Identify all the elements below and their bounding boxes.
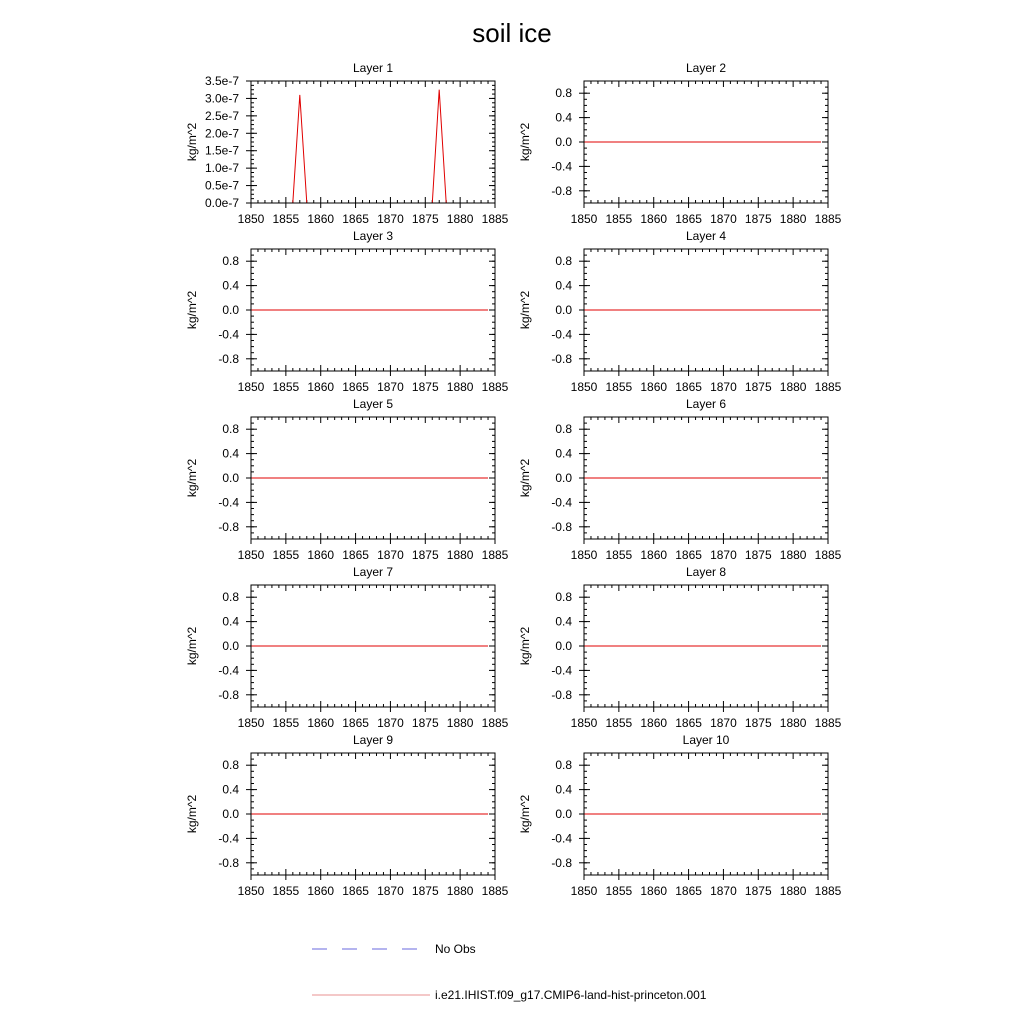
y-tick-label: -0.8 [551,687,572,702]
y-tick-label: -0.8 [551,351,572,366]
panel-title: Layer 5 [352,397,394,411]
x-tick-label: 1865 [675,548,702,562]
x-tick-label: 1885 [814,716,842,730]
x-tick-label: 1870 [377,884,404,898]
x-tick-label: 1875 [411,212,439,226]
panel-grid [185,61,842,898]
x-tick-label: 1885 [814,380,842,394]
y-axis-label: kg/m^2 [518,794,532,834]
y-tick-label: 3.5e-7 [204,74,239,88]
x-tick-label: 1860 [640,380,668,394]
y-tick-label: -0.8 [218,687,239,702]
x-tick-label: 1880 [446,212,474,226]
x-tick-label: 1855 [605,884,633,898]
y-tick-label: -0.4 [218,327,239,342]
x-tick-label: 1850 [237,548,265,562]
x-tick-label: 1875 [411,716,439,730]
x-tick-label: 1850 [570,884,598,898]
y-axis-label: kg/m^2 [185,794,199,834]
panel-title: Layer 6 [685,397,727,411]
panel-title: Layer 1 [352,61,394,75]
y-tick-label: -0.4 [551,159,572,174]
x-tick-label: 1885 [481,548,509,562]
y-tick-label: -0.4 [551,495,572,510]
y-tick-label: 3.0e-7 [204,91,239,106]
x-tick-label: 1875 [744,884,772,898]
x-tick-label: 1860 [307,380,335,394]
y-tick-label: -0.8 [551,183,572,198]
y-tick-label: -0.8 [551,519,572,534]
x-tick-label: 1855 [272,380,300,394]
y-tick-label: 0.5e-7 [204,178,239,193]
panel-layer-1 [185,61,509,226]
y-tick-label: 0.0 [222,471,239,485]
y-axis-label: kg/m^2 [185,458,199,498]
x-tick-label: 1875 [744,212,772,226]
panel-layer-10 [518,733,842,898]
x-tick-label: 1850 [237,212,265,226]
x-tick-label: 1870 [377,380,404,394]
y-tick-label: 1.5e-7 [204,143,239,158]
x-tick-label: 1855 [272,212,300,226]
panel-title: Layer 8 [685,565,727,579]
y-tick-label: 0.8 [555,590,572,605]
x-tick-label: 1865 [675,884,702,898]
y-tick-label: 0.0 [555,135,572,149]
panel-layer-9 [185,733,509,898]
x-tick-label: 1855 [605,548,633,562]
x-tick-label: 1880 [446,884,474,898]
y-tick-label: 0.0 [222,303,239,317]
y-tick-label: 0.4 [555,278,572,293]
x-tick-label: 1850 [570,380,598,394]
y-tick-label: -0.8 [218,855,239,870]
panel-title: Layer 7 [352,565,394,579]
panel-layer-7 [185,565,509,730]
x-tick-label: 1880 [446,716,474,730]
x-tick-label: 1865 [342,884,369,898]
x-tick-label: 1850 [570,716,598,730]
x-tick-label: 1870 [710,548,737,562]
x-tick-label: 1870 [710,716,737,730]
x-tick-label: 1880 [779,716,807,730]
y-tick-label: -0.8 [551,855,572,870]
legend [312,942,707,1002]
y-tick-label: 0.8 [555,422,572,437]
panel-layer-5 [185,397,509,562]
y-tick-label: 0.0 [222,807,239,821]
x-tick-label: 1850 [237,716,265,730]
y-tick-label: -0.4 [551,327,572,342]
x-tick-label: 1870 [377,716,404,730]
y-tick-label: -0.4 [218,495,239,510]
x-tick-label: 1865 [675,716,702,730]
y-tick-label: 2.0e-7 [204,126,239,141]
x-tick-label: 1865 [342,548,369,562]
x-tick-label: 1875 [744,716,772,730]
x-tick-label: 1885 [481,716,509,730]
y-tick-label: 0.0 [555,303,572,317]
y-tick-label: 0.8 [222,422,239,437]
figure-title: soil ice [472,18,552,48]
panel-title: Layer 4 [685,229,727,243]
panel-title: Layer 3 [352,229,394,243]
y-tick-label: 0.4 [222,446,239,461]
y-tick-label: 0.8 [222,758,239,773]
x-tick-label: 1875 [411,380,439,394]
y-tick-label: 0.4 [555,782,572,797]
y-tick-label: 0.4 [222,614,239,629]
x-tick-label: 1855 [605,212,633,226]
y-axis-label: kg/m^2 [518,626,532,666]
panel-title: Layer 2 [685,61,727,75]
x-tick-label: 1850 [237,884,265,898]
x-tick-label: 1870 [710,884,737,898]
legend-label-model-run: i.e21.IHIST.f09_g17.CMIP6-land-hist-princeton.001 [435,988,707,1002]
y-tick-label: 0.8 [222,590,239,605]
x-tick-label: 1860 [640,884,668,898]
y-tick-label: 1.0e-7 [204,161,239,176]
y-tick-label: -0.4 [551,831,572,846]
x-tick-label: 1860 [307,212,335,226]
panel-layer-8 [518,565,842,730]
x-tick-label: 1855 [605,716,633,730]
panel-layer-4 [518,229,842,394]
x-tick-label: 1865 [342,380,369,394]
x-tick-label: 1860 [640,716,668,730]
x-tick-label: 1875 [411,548,439,562]
x-tick-label: 1855 [272,548,300,562]
panel-title: Layer 10 [682,733,730,747]
x-tick-label: 1885 [481,212,509,226]
x-tick-label: 1870 [710,380,737,394]
y-tick-label: 0.8 [555,758,572,773]
y-tick-label: 0.4 [222,782,239,797]
x-tick-label: 1860 [307,884,335,898]
x-tick-label: 1875 [744,380,772,394]
x-tick-label: 1850 [570,548,598,562]
x-tick-label: 1880 [446,548,474,562]
x-tick-label: 1865 [675,380,702,394]
y-tick-label: 0.0 [555,471,572,485]
y-axis-label: kg/m^2 [518,290,532,330]
y-tick-label: -0.4 [218,831,239,846]
y-tick-label: -0.8 [218,351,239,366]
y-tick-label: 0.4 [555,110,572,125]
plot-frame [251,81,495,203]
x-tick-label: 1855 [272,716,300,730]
x-tick-label: 1885 [814,548,842,562]
x-tick-label: 1860 [640,212,668,226]
x-tick-label: 1880 [779,884,807,898]
x-tick-label: 1865 [342,212,369,226]
x-tick-label: 1860 [307,716,335,730]
x-tick-label: 1875 [744,548,772,562]
x-tick-label: 1875 [411,884,439,898]
y-tick-label: 0.4 [555,614,572,629]
y-tick-label: 0.8 [222,254,239,269]
y-tick-label: -0.4 [551,663,572,678]
panel-layer-2 [518,61,842,226]
y-axis-label: kg/m^2 [185,290,199,330]
y-tick-label: 0.8 [555,254,572,269]
x-tick-label: 1850 [570,212,598,226]
panel-layer-3 [185,229,509,394]
y-tick-label: 0.0 [555,807,572,821]
y-tick-label: 0.4 [222,278,239,293]
y-axis-label: kg/m^2 [185,626,199,666]
x-tick-label: 1865 [342,716,369,730]
x-tick-label: 1870 [377,212,404,226]
series-line-1 [251,90,495,203]
y-axis-label: kg/m^2 [518,122,532,162]
x-tick-label: 1850 [237,380,265,394]
y-tick-label: 0.0 [222,639,239,653]
x-tick-label: 1885 [481,380,509,394]
y-tick-label: -0.4 [218,663,239,678]
x-tick-label: 1855 [272,884,300,898]
panel-title: Layer 9 [352,733,394,747]
x-tick-label: 1870 [377,548,404,562]
legend-label-no-obs: No Obs [435,942,476,956]
x-tick-label: 1870 [710,212,737,226]
y-tick-label: 2.5e-7 [204,108,239,123]
y-tick-label: 0.8 [555,86,572,101]
x-tick-label: 1885 [481,884,509,898]
x-tick-label: 1860 [307,548,335,562]
x-tick-label: 1885 [814,884,842,898]
x-tick-label: 1880 [779,212,807,226]
x-tick-label: 1865 [675,212,702,226]
x-tick-label: 1880 [446,380,474,394]
x-tick-label: 1880 [779,548,807,562]
y-axis-label: kg/m^2 [518,458,532,498]
x-tick-label: 1880 [779,380,807,394]
x-tick-label: 1855 [605,380,633,394]
panel-layer-6 [518,397,842,562]
y-tick-label: -0.8 [218,519,239,534]
y-tick-label: 0.0 [555,639,572,653]
x-tick-label: 1860 [640,548,668,562]
x-tick-label: 1885 [814,212,842,226]
y-axis-label: kg/m^2 [185,122,199,162]
y-tick-label: 0.4 [555,446,572,461]
y-tick-label: 0.0e-7 [204,196,239,210]
